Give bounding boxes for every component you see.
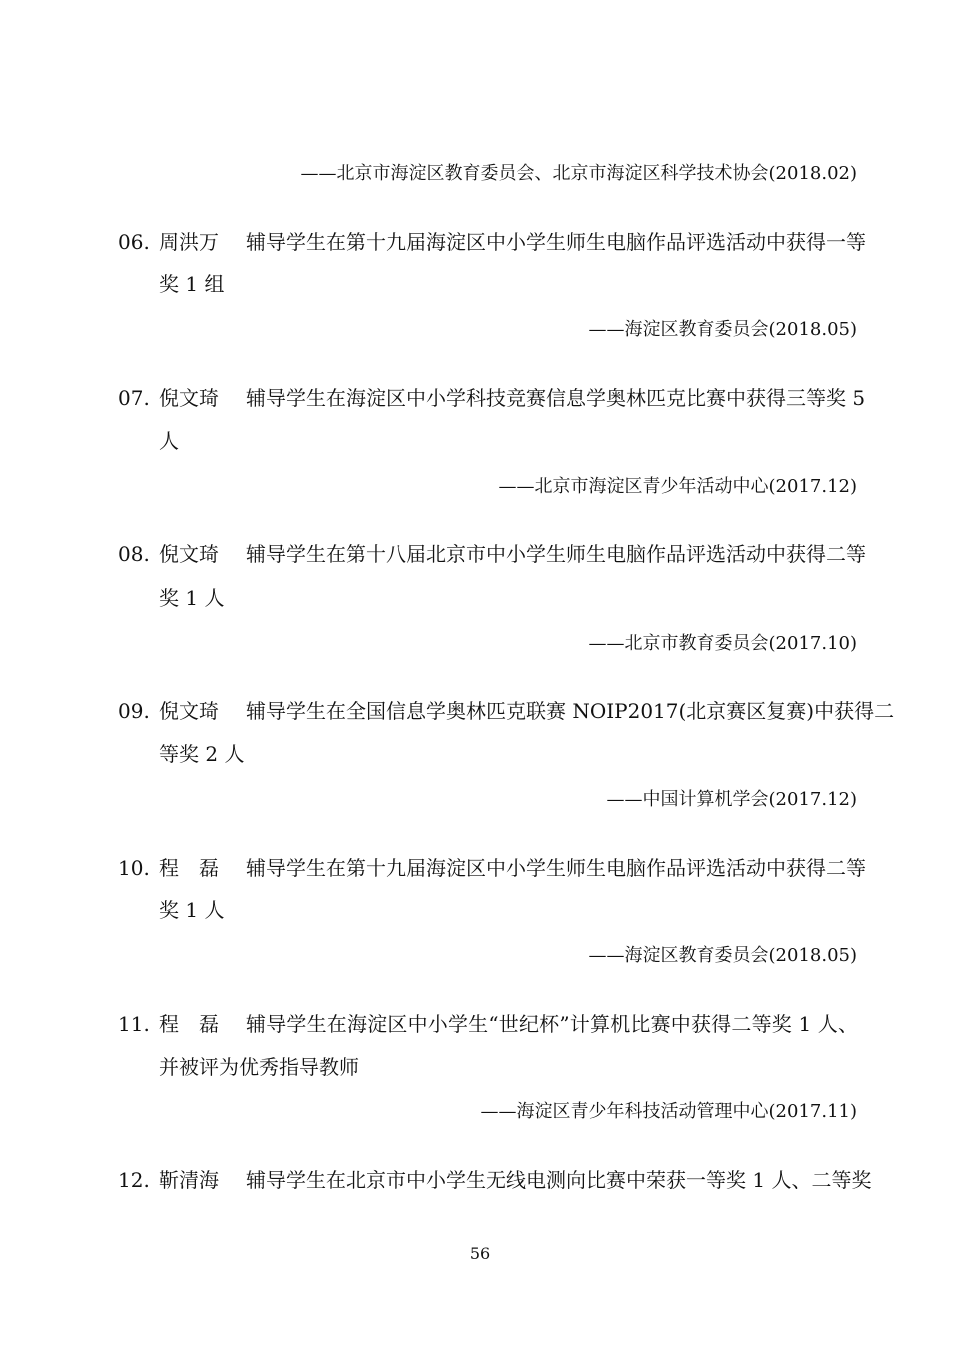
entry-number: 11. [118, 1012, 150, 1036]
entry-name: 倪文琦 [159, 699, 219, 723]
entry-description-continued: 等奖 2 人 [159, 742, 245, 766]
entry-source: ——北京市海淀区青少年活动中心(2017.12) [498, 476, 857, 497]
entry-name: 倪文琦 [159, 542, 219, 566]
entry-source: ——中国计算机学会(2017.12) [606, 789, 857, 810]
entry-source: ——海淀区教育委员会(2018.05) [588, 319, 857, 340]
entry-source: ——海淀区青少年科技活动管理中心(2017.11) [480, 1101, 857, 1122]
entry-name: 程 磊 [159, 856, 219, 880]
entry-description: 辅导学生在第十九届海淀区中小学生师生电脑作品评选活动中获得一等 [246, 230, 866, 254]
entry-number: 08. [118, 542, 150, 566]
entry-name: 程 磊 [159, 1012, 219, 1036]
entry-description-continued: 奖 1 组 [159, 272, 225, 296]
entry-description: 辅导学生在全国信息学奥林匹克联赛 NOIP2017(北京赛区复赛)中获得二 [246, 699, 895, 723]
entry-name: 倪文琦 [159, 386, 219, 410]
entry-description: 辅导学生在海淀区中小学生“世纪杯”计算机比赛中获得二等奖 1 人、 [246, 1012, 858, 1036]
entry-name: 周洪万 [159, 230, 219, 254]
entry-description: 辅导学生在第十九届海淀区中小学生师生电脑作品评选活动中获得二等 [246, 856, 866, 880]
entry-number: 06. [118, 230, 150, 254]
entry-description-continued: 并被评为优秀指导教师 [159, 1055, 359, 1079]
entry-name: 靳清海 [159, 1168, 219, 1192]
top-source-line: ——北京市海淀区教育委员会、北京市海淀区科学技术协会(2018.02) [300, 163, 857, 184]
entry-description-continued: 奖 1 人 [159, 586, 225, 610]
entry-source: ——北京市教育委员会(2017.10) [588, 633, 857, 654]
entry-number: 07. [118, 386, 150, 410]
entry-description-continued: 人 [159, 429, 179, 453]
entry-description: 辅导学生在第十八届北京市中小学生师生电脑作品评选活动中获得二等 [246, 542, 866, 566]
entry-description-continued: 奖 1 人 [159, 898, 225, 922]
entry-number: 10. [118, 856, 150, 880]
entry-number: 12. [118, 1168, 150, 1192]
entry-description: 辅导学生在海淀区中小学科技竞赛信息学奥林匹克比赛中获得三等奖 5 [246, 386, 866, 410]
entry-source: ——海淀区教育委员会(2018.05) [588, 945, 857, 966]
page-number: 56 [469, 1244, 491, 1263]
entry-description: 辅导学生在北京市中小学生无线电测向比赛中荣获一等奖 1 人、二等奖 [246, 1168, 872, 1192]
entry-number: 09. [118, 699, 150, 723]
